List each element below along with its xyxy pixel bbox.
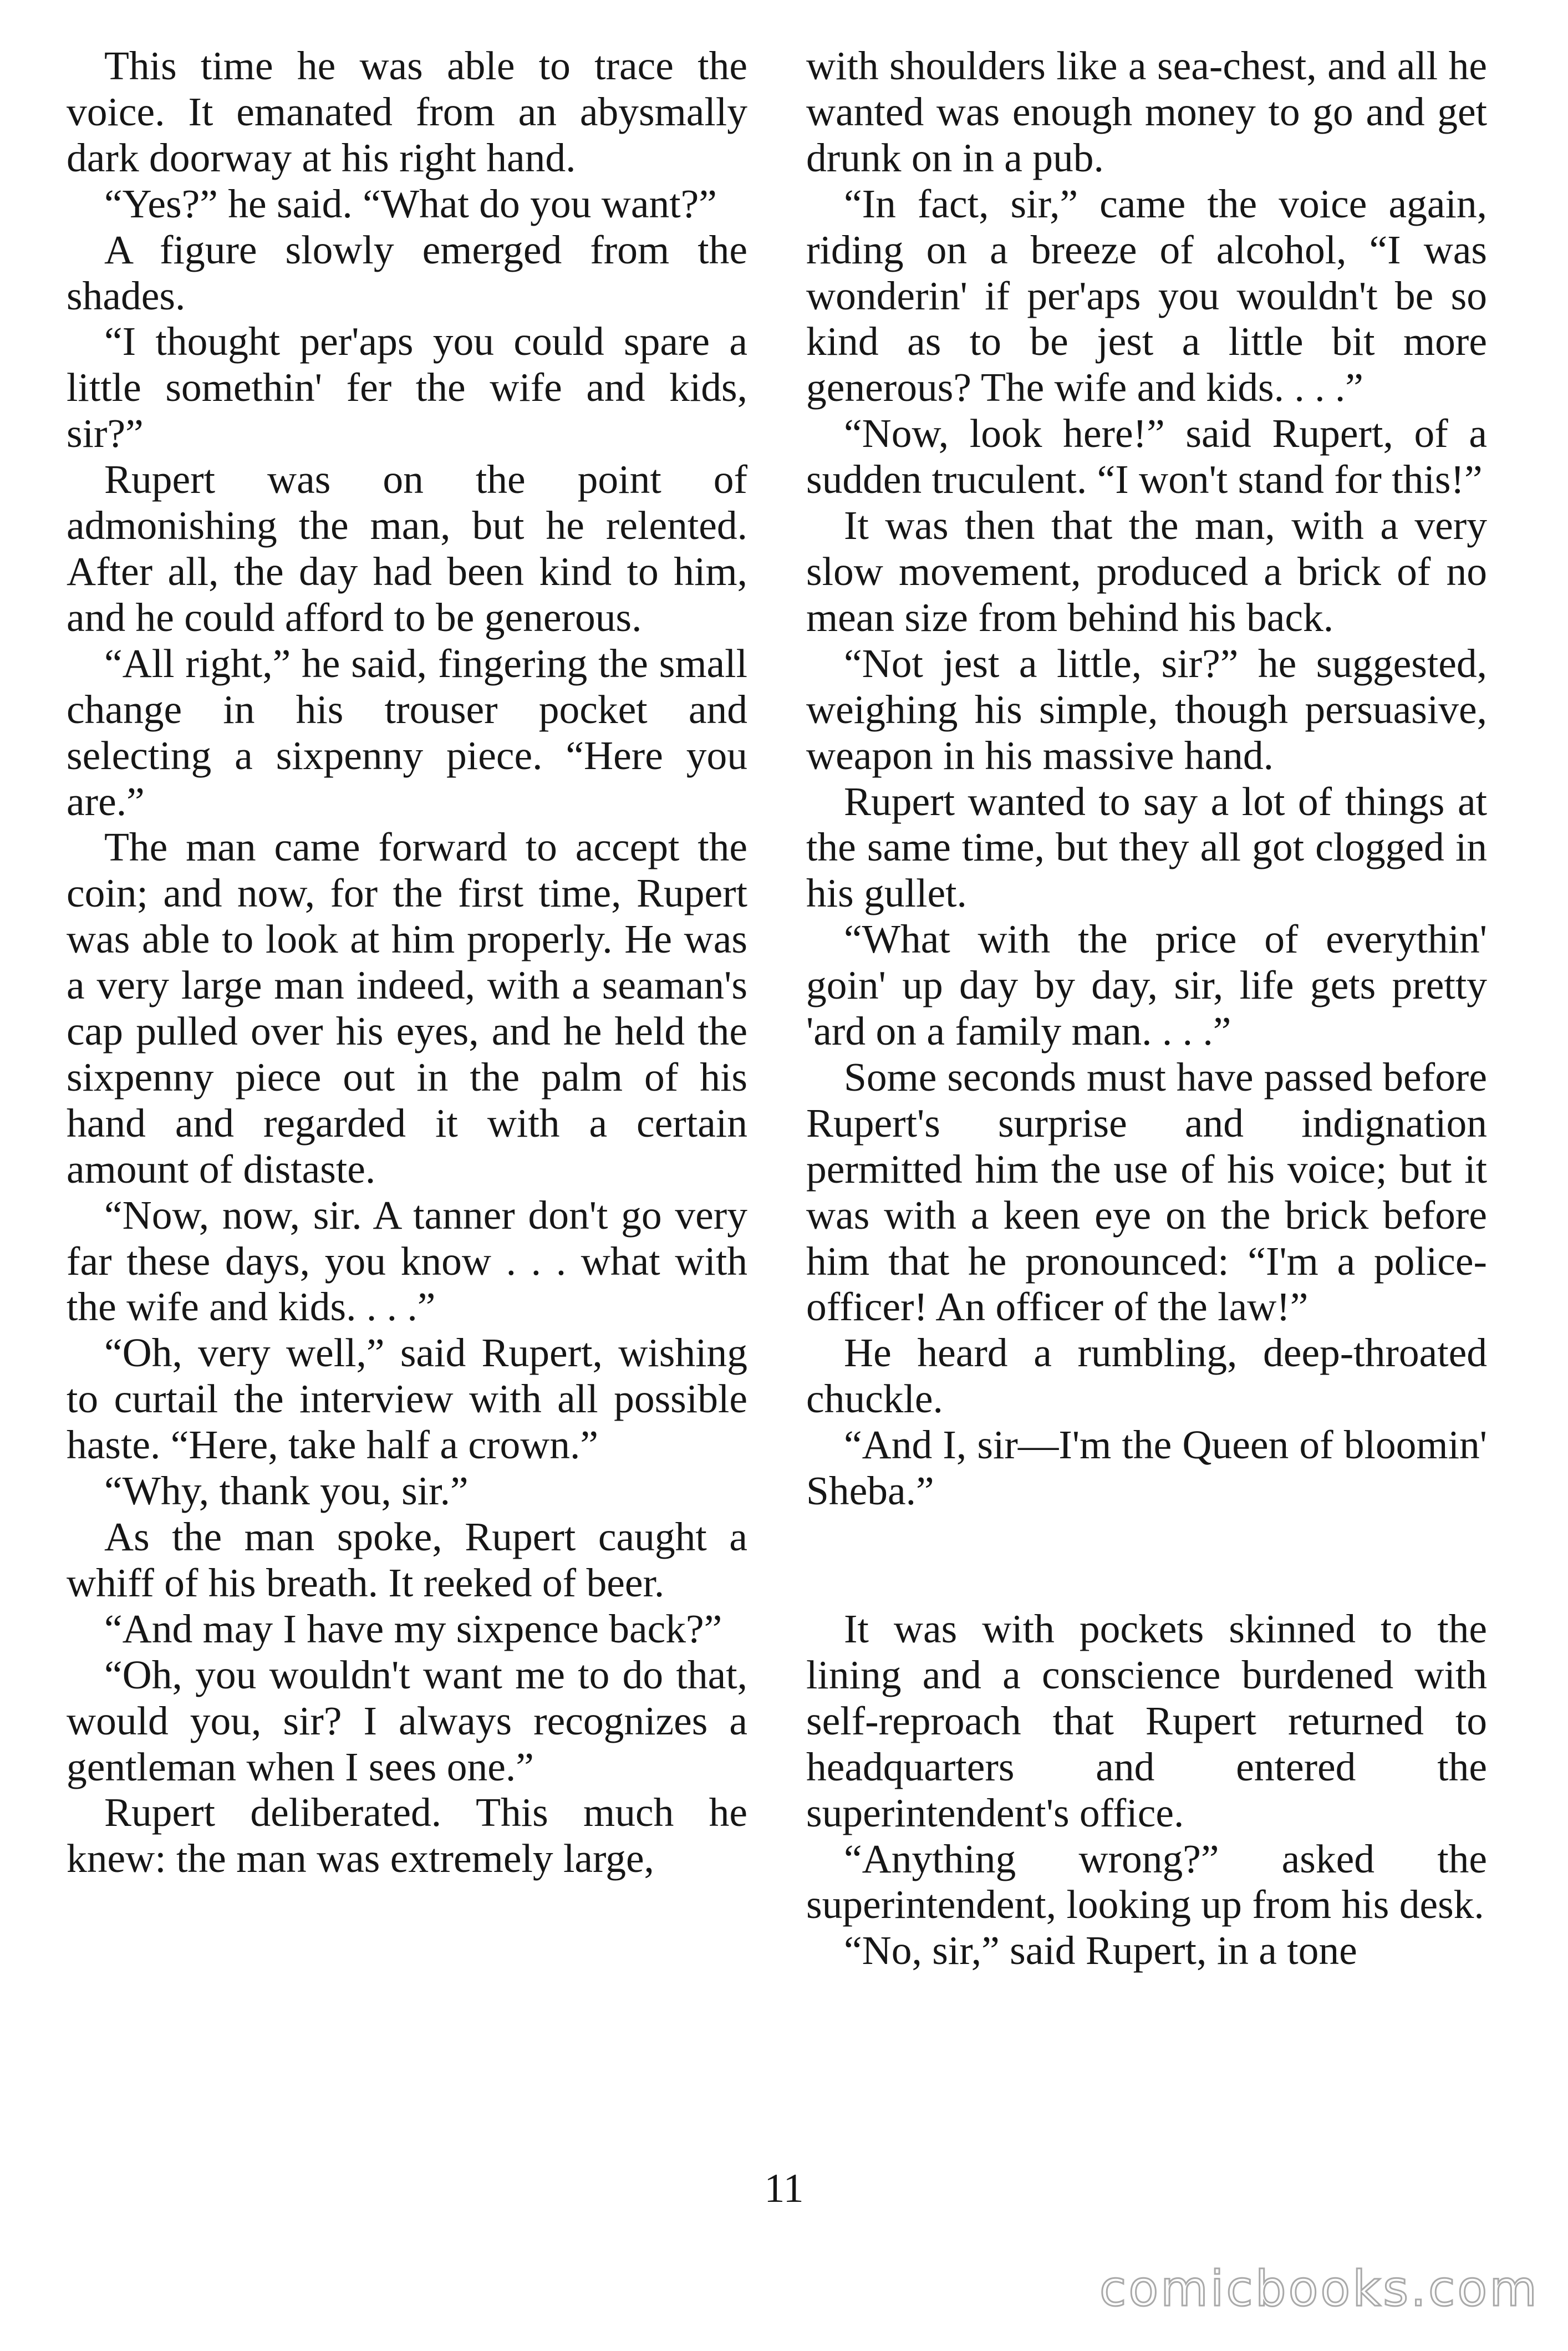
paragraph: “Why, thank you, sir.” (104, 1468, 469, 1514)
paragraph: “Oh, very well,” said Rupert, wishing to curtail the interview with all possible haste. “Here, take half a crown.” (67, 1330, 747, 1468)
paragraph: “No, sir,” said Rupert, in a tone (844, 1928, 1357, 1973)
site-watermark: comicbooks.com (1099, 2260, 1539, 2317)
paragraph: “What with the price of everythin' goin' up day by day, sir, life gets pretty 'ard on a family man. . . .” (806, 917, 1487, 1054)
paragraph: “And may I have my sixpence back?” (104, 1606, 722, 1651)
paragraph: “Now, now, sir. A tanner don't go very far these days, you know . . . what with the wife and kids. . . .” (67, 1192, 747, 1330)
paragraph: “Yes?” he said. “What do you want?” (104, 181, 717, 226)
paragraph: This time he was able to trace the voice. It emanated from an abysmally dark doorway at his right hand. (67, 43, 747, 180)
paragraph: “Now, look here!” said Rupert, of a sudden truculent. “I won't stand for this!” (806, 411, 1487, 502)
paragraph: Some seconds must have passed before Rupert's surprise and indignation permitted him the use of his voice; but it was with a keen eye on the brick before him that he pronounced: “I'm a police-officer! An officer of the law!” (806, 1054, 1487, 1330)
paragraph: “All right,” he said, fingering the small change in his trouser pocket and selecting a sixpenny piece. “Here you are.” (67, 640, 747, 824)
paragraph: Rupert deliberated. This much he knew: the man was extremely large, (67, 1790, 747, 1881)
paragraph: “Not jest a little, sir?” he suggested, weighing his simple, though persuasive, weapon in his massive hand. (806, 640, 1487, 778)
paragraph: “And I, sir—I'm the Queen of bloomin' Sheba.” (806, 1422, 1487, 1514)
paragraph: He heard a rumbling, deep-throated chuckle. (806, 1330, 1487, 1422)
paragraph: “Anything wrong?” asked the superintendent, looking up from his desk. (806, 1836, 1487, 1927)
paragraph: The man came forward to accept the coin; and now, for the first time, Rupert was able to look at him properly. He was a very large man indeed, with a seaman's cap pulled over his eyes, and he held the sixpenny piece out in the palm of his hand and regarded it with a certain amount of distaste. (67, 825, 747, 1192)
paragraph: It was then that the man, with a very slow movement, produced a brick of no mean size from behind his back. (806, 503, 1487, 640)
paragraph: It was with pockets skinned to the lining and a conscience burdened with self-reproach that Rupert returned to headquarters and entered the superintendent's office. (806, 1606, 1487, 1835)
paragraph: with shoulders like a sea-chest, and all he wanted was enough money to go and get drunk on in a pub. (806, 43, 1487, 180)
paragraph: Rupert was on the point of admonishing the man, but he relented. After all, the day had been kind to him, and he could afford to be generous. (67, 457, 747, 640)
left-text-column (67, 43, 747, 1882)
paragraph: “In fact, sir,” came the voice again, riding on a breeze of alcohol, “I was wonderin' if per'aps you wouldn't be so kind as to be jest a little bit more generous? The wife and kids. . . .” (806, 181, 1487, 410)
page-number: 11 (764, 2166, 804, 2211)
paragraph: As the man spoke, Rupert caught a whiff of his breath. It reeked of beer. (67, 1514, 747, 1605)
right-text-column (806, 43, 1487, 1974)
paragraph: A figure slowly emerged from the shades. (67, 227, 747, 318)
paragraph: “Oh, you wouldn't want me to do that, would you, sir? I always recognizes a gentleman when I sees one.” (67, 1652, 747, 1789)
paragraph: “I thought per'aps you could spare a little somethin' fer the wife and kids, sir?” (67, 319, 747, 456)
paragraph: Rupert wanted to say a lot of things at the same time, but they all got clogged in his gullet. (806, 778, 1487, 916)
